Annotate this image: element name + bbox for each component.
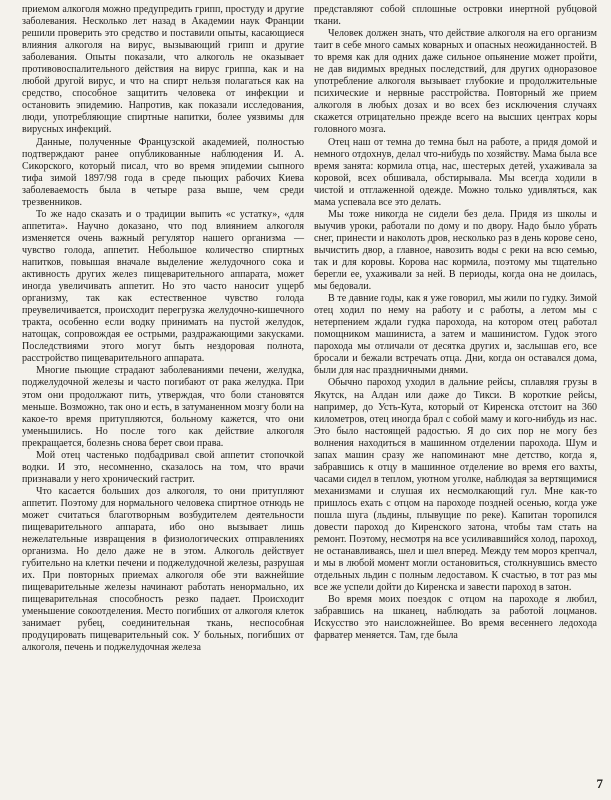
paragraph: То же надо сказать и о традиции выпить «с устатку», «для аппетита». Научно доказано, что под влиянием алкоголя изменяется очень важный регулятор нашего организма — чувство голода, аппетит. Небольшое количество спиртных напитков, повышая вначале выделение желудочного сока и активность других желез пищеварительного аппарата, может иногда увеличивать аппетит. Но это часто наносит ущерб организму, так как естественное чувство голода преувеличивается, происходит перегрузка желудочно-кишечного тракта, особенно если водку принимать на пустой желудок, натощак, сопровождая ее острыми, раздражающими закусками. Последствиями этого могут быть нездоровая полнота, расстройство пищеварительного аппарата. bbox=[22, 208, 304, 365]
paragraph: В те давние годы, как я уже говорил, мы жили по гудку. Зимой отец ходил по нему на работу и с работы, а летом мы с нетерпением ждали гудка парохода, на котором отец работал помощником машиниста, а затем и машинистом. Гудок этого парохода мы отличали от десятка других и, заслышав его, все бросали и бежали встречать отца. Дни, когда он оставался дома, были для нас праздничными днями. bbox=[314, 293, 597, 377]
paragraph: Во время моих поездок с отцом на пароходе я любил, забравшись на шканец, наблюдать за работой лоцманов. Искусство это наисложнейшее. Во время весеннего ледохода фарватер меняется. Там, где была bbox=[314, 594, 597, 642]
page-number: 7 bbox=[596, 776, 603, 791]
paragraph: Данные, полученные Французской академией, полностью подтверждают ранее опубликованные наблюдения И. А. Сикорского, который писал, что во время эпидемии сыпного тифа зимой 1897/98 года в среде пьющих рабочих Киева заболеваемость была в четыре раза выше, чем среди трезвенников. bbox=[22, 136, 304, 208]
paragraph: Человек должен знать, что действие алкоголя на его организм таит в себе много самых коварных и опасных неожиданностей. В то время как для одних даже сильное опьянение может пройти, не дав видимых вредных последствий, для других одноразовое употребление алкоголя вызывает глубокие и продолжительные психические и нервные расстройства. Повторный же прием алкоголя в любых дозах и во всех без исключения случаях скажется отрицательно прежде всего на высших центрах коры головного мозга. bbox=[314, 28, 597, 136]
left-column bbox=[22, 4, 304, 655]
paragraph: Что касается больших доз алкоголя, то они притупляют аппетит. Поэтому для нормального человека спиртное отнюдь не может считаться благотворным возбудителем деятельности пищеварительного аппарата, ибо оно вызывает лишь нежелательные извращения в физиологических отправлениях организма. Но дело даже не в этом. Алкоголь действует губительно на клетки печени и поджелудочной железы, разрушая их. При повторных приемах алкоголя обе эти важнейшие пищеварительные железы начинают работать ненормально, их пищеварительная способность резко падает. Происходит уменьшение сокоотделения. Место погибших от алкоголя клеток занимает рубец, соединительная ткань, неспособная продуцировать пищеварительный сок. У больных, погибших от алкоголя, печень и поджелудочная железа bbox=[22, 485, 304, 654]
paragraph: Мой отец частенько подбадривал свой аппетит стопочкой водки. И это, несомненно, сказалось на том, что врачи признавали у него хронический гастрит. bbox=[22, 449, 304, 485]
paragraph: Мы тоже никогда не сидели без дела. Придя из школы и выучив уроки, работали по дому и по двору. Надо было убрать снег, принести и наколоть дров, несколько раз в день корове сено, вычистить двор, а главное, навозить воды с реки на всю семью, так и для коровы. Корова нас кормила, поэтому мы тщательно берегли ее, ухаживали за ней. В периоды, когда она не доилась, мы бедовали. bbox=[314, 208, 597, 293]
paragraph: Отец наш от темна до темна был на работе, а придя домой и немного отдохнув, делал что-нибудь по хозяйству. Мама была все время занята: кормила отца, нас, шестерых детей, ухаживала за коровой, всех обшивала, обстирывала. Мы всегда ходили в чистой и отглаженной одежде. Можно только удивляться, как мама успевала все это делать. bbox=[314, 136, 597, 208]
right-column bbox=[314, 4, 597, 642]
paragraph: приемом алкоголя можно предупредить грипп, простуду и другие заболевания. Несколько лет назад в Академии наук Франции решили проверить это средство и поставили опыты, касающиеся влияния алкоголя на вирус, вызывающий грипп и другие заболевания. Опыты показали, что алкоголь не оказывает противовоспалительного действия на вирус гриппа, как и на любой другой вирус, и что на спирт нельзя полагаться как на средство, способное защитить человека от инфекции и остановить эпидемию. Напротив, как показали исследования, люди, употребляющие спиртные напитки, более уязвимы для вирусных инфекций. bbox=[22, 4, 304, 136]
paragraph: Обычно пароход уходил в дальние рейсы, сплавляя грузы в Якутск, на Алдан или даже до Тикси. В короткие рейсы, например, до Усть-Кута, который от Киренска отстоит на 360 километров, отец иногда брал с собой маму и кого-нибудь из нас. Это было настоящей радостью. Я до сих пор не могу без волнения находиться в машинном отделении парохода. Шум и запах машин сразу же напоминают мне детство, когда я, забравшись к отцу в машинное отделение во время его вахты, часами сидел в теплом, уютном уголке, наблюдая за вертящимися механизмами и слушая их несмолкающий гул. Мне как-то пришлось ехать с отцом на пароходе поздней осенью, когда уже пошла шуга (льдины, плывущие по реке). Капитан торопился довести пароход до Киренского затона, чтобы там стать на ремонт. Поэтому, несмотря на все усиливавшийся холод, пароход, не останавливаясь, шел и шел вперед. Между тем мороз крепчал, и мы в любой момент могли остановиться, столкнувшись вместо отдельных льдин с полным ледоставом. К счастью, в тот раз мы все же успели дойти до Киренска и завести пароход в затон. bbox=[314, 377, 597, 594]
paragraph: представляют собой сплошные островки инертной рубцовой ткани. bbox=[314, 4, 597, 28]
paragraph: Многие пьющие страдают заболеваниями печени, желудка, поджелудочной железы и часто погибают от рака желудка. При этом они продолжают пить, утверждая, что боли становятся меньше. Возможно, так оно и есть, в затуманенном мозгу боли на какое-то время притупляются, больному кажется, что они уменьшились. Но после того как действие алкоголя прекращается, болезнь снова берет свои права. bbox=[22, 365, 304, 449]
